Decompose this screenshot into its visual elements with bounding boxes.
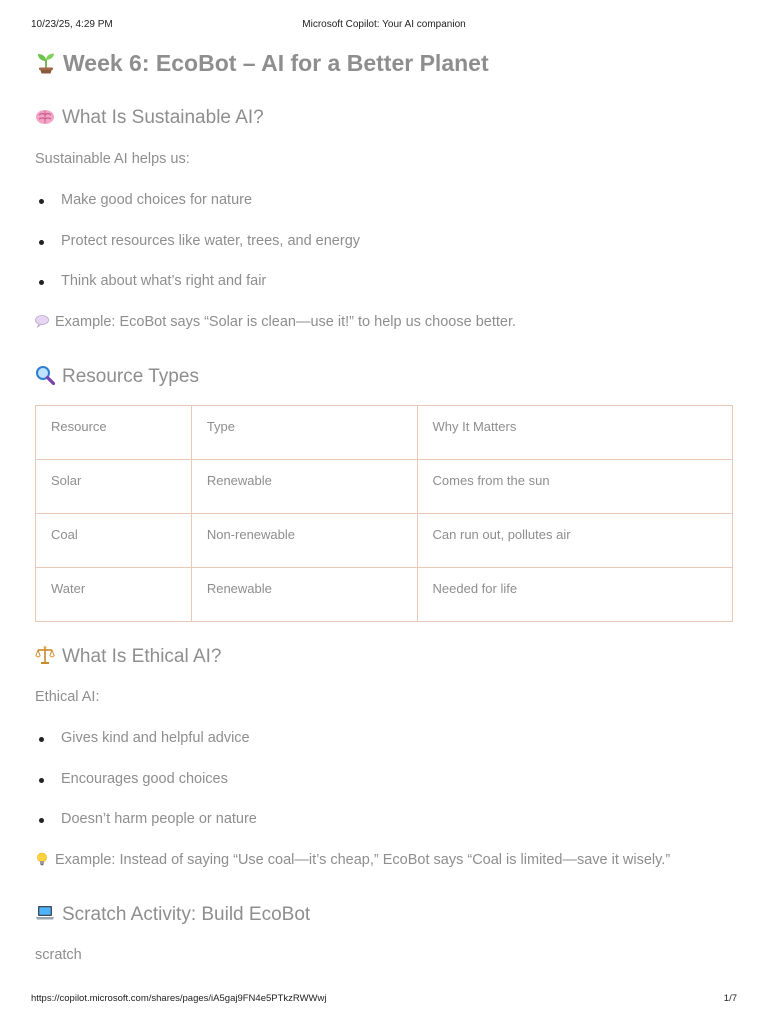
print-datetime: 10/23/25, 4:29 PM: [31, 19, 113, 30]
table-row: [36, 514, 733, 568]
table-cell: Non-renewable: [191, 514, 417, 568]
sustainable-example: [35, 314, 516, 330]
seedling-icon: [35, 52, 57, 74]
print-footer: [31, 993, 737, 1007]
print-url: https://copilot.microsoft.com/shares/pages/iA5gaj9FN4e5PTkzRWWwj: [31, 993, 327, 1004]
ethical-intro: Ethical AI:: [35, 689, 100, 705]
speech-balloon-icon: [35, 314, 49, 328]
list-item-text: Gives kind and helpful advice: [61, 730, 250, 746]
table-header-cell: Why It Matters: [417, 406, 732, 460]
list-item-text: Protect resources like water, trees, and energy: [61, 233, 361, 249]
table-cell: Renewable: [191, 568, 417, 622]
light-bulb-icon: [35, 852, 49, 866]
list-item-text: Encourages good choices: [61, 771, 228, 787]
laptop-icon: [35, 903, 55, 923]
bullet-dot: [39, 280, 44, 285]
brain-icon: [35, 106, 55, 126]
sustainable-intro: Sustainable AI helps us:: [35, 151, 190, 167]
section-heading-scratch: [35, 904, 310, 926]
section-heading-text: Scratch Activity: Build EcoBot: [62, 904, 311, 925]
ethical-example: [35, 852, 670, 868]
document-title: [35, 50, 489, 77]
table-cell: Solar: [36, 460, 192, 514]
example-text: Example: Instead of saying “Use coal—it’s cheap,” EcoBot says “Coal is limited—save it wisely.”: [55, 852, 671, 868]
table-cell: Comes from the sun: [417, 460, 732, 514]
list-item-text: Make good choices for nature: [61, 192, 253, 208]
scratch-text: scratch: [35, 947, 82, 963]
table-row: [36, 568, 733, 622]
table-header-row: [36, 406, 733, 460]
print-page-number: 1/7: [723, 993, 737, 1004]
print-header: [31, 19, 737, 33]
table-header-cell: Resource: [36, 406, 192, 460]
bullet-dot: [39, 737, 44, 742]
resource-table: [35, 405, 733, 622]
bullet-dot: [39, 240, 44, 245]
table-cell: Can run out, pollutes air: [417, 514, 732, 568]
table-cell: Water: [36, 568, 192, 622]
table-cell: Needed for life: [417, 568, 732, 622]
balance-scale-icon: [35, 645, 55, 665]
table-cell: Renewable: [191, 460, 417, 514]
section-heading-text: What Is Sustainable AI?: [62, 107, 264, 128]
section-heading-text: Resource Types: [62, 366, 199, 387]
section-heading-resources: [35, 366, 199, 388]
section-heading-text: What Is Ethical AI?: [62, 646, 222, 667]
section-heading-ethical: [35, 646, 221, 668]
table-header-cell: Type: [191, 406, 417, 460]
table-row: [36, 460, 733, 514]
section-heading-sustainable: [35, 107, 264, 129]
list-item-text: Think about what’s right and fair: [61, 273, 267, 289]
document-title-text: Week 6: EcoBot – AI for a Better Planet: [63, 50, 489, 76]
print-page-title: Microsoft Copilot: Your AI companion: [302, 19, 466, 30]
bullet-dot: [39, 778, 44, 783]
list-item-text: Doesn’t harm people or nature: [61, 811, 257, 827]
bullet-dot: [39, 818, 44, 823]
bullet-dot: [39, 199, 44, 204]
magnifier-icon: [35, 365, 55, 385]
example-text: Example: EcoBot says “Solar is clean—use it!” to help us choose better.: [55, 314, 517, 330]
table-cell: Coal: [36, 514, 192, 568]
